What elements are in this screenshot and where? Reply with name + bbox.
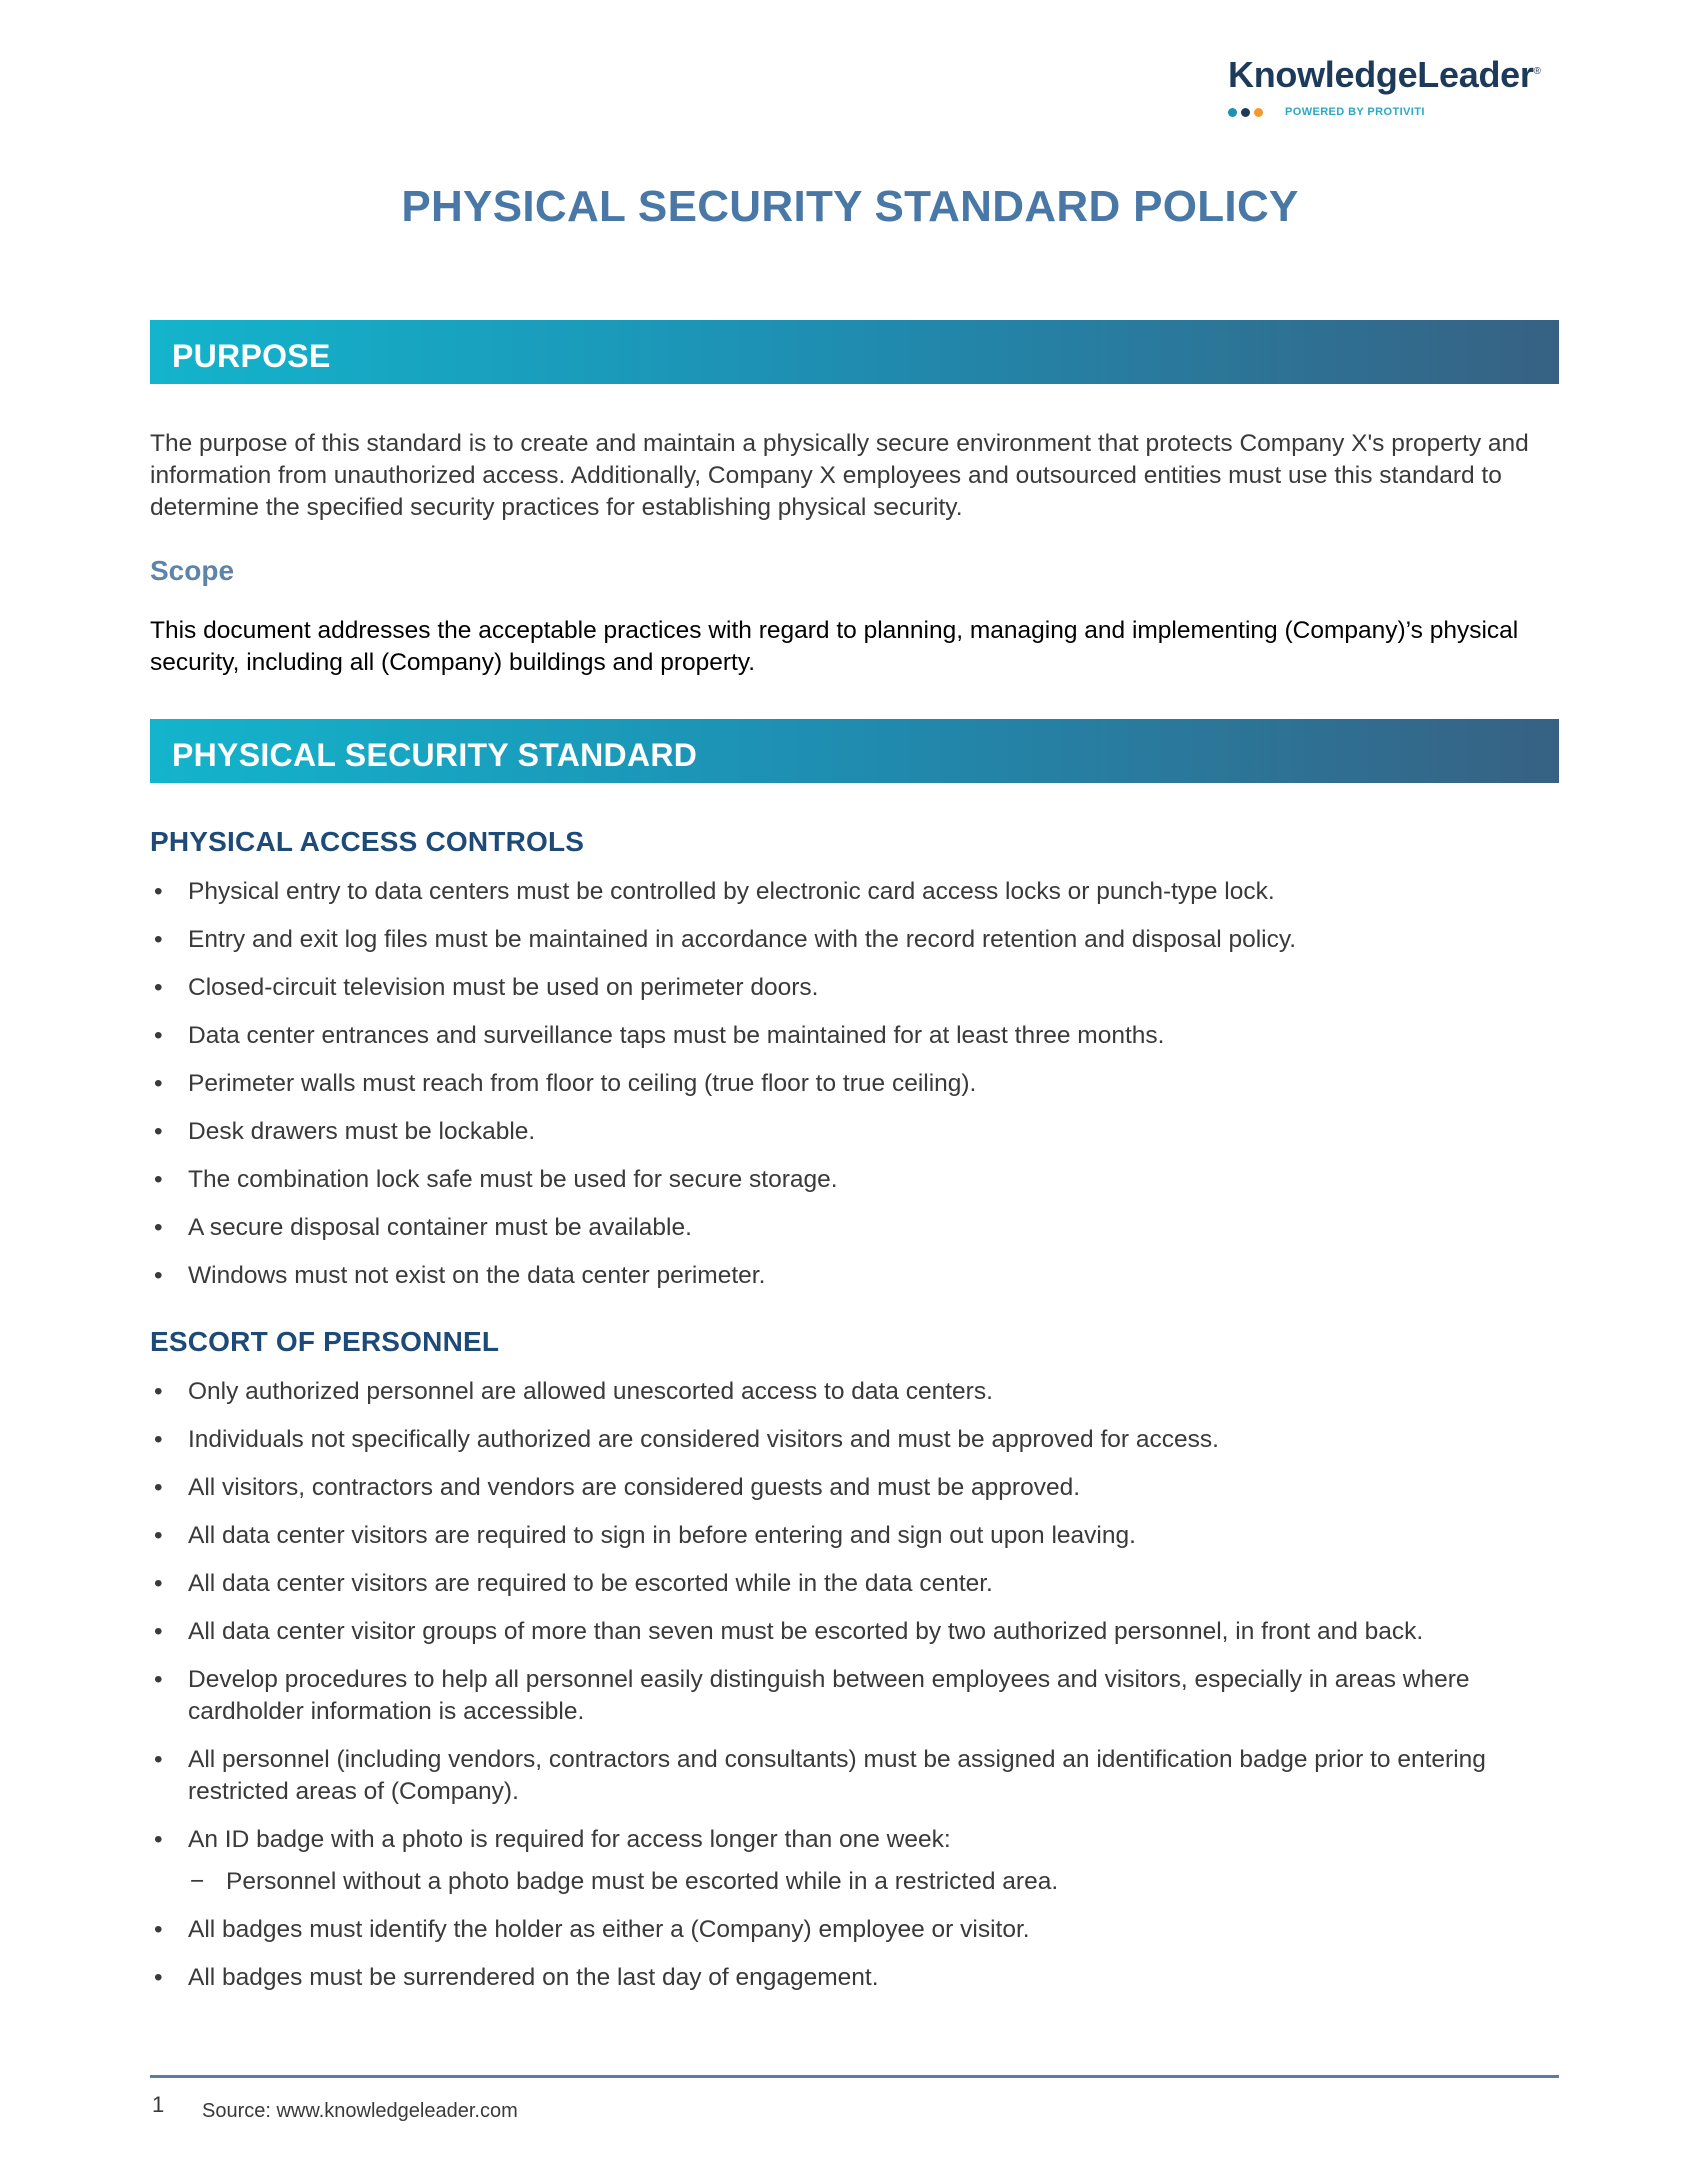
page-number: 1 <box>152 2092 165 2117</box>
bullet-marker: • <box>154 878 163 905</box>
bullet-marker: • <box>154 1964 163 1991</box>
bullet-marker: • <box>154 1378 163 1405</box>
bullet-marker: • <box>154 1070 163 1097</box>
list-item: • Entry and exit log files must be maintained in accordance with the record retention and disposal policy. <box>150 924 1550 956</box>
bullet-marker: • <box>154 1474 163 1501</box>
purpose-heading: PURPOSE <box>172 338 331 374</box>
bullet-marker: • <box>154 1426 163 1453</box>
list-item: • Individuals not specifically authorized are considered visitors and must be approved for access. <box>150 1424 1550 1456</box>
list-item: • All badges must identify the holder as either a (Company) employee or visitor. <box>150 1914 1550 1946</box>
list-item: • Physical entry to data centers must be controlled by electronic card access locks or punch-type lock. <box>150 876 1550 908</box>
scope-paragraph: This document addresses the acceptable practices with regard to planning, managing and implementing (Company)’s physical security, including all (Company) buildings and property. <box>150 617 1519 676</box>
bullet-marker: • <box>154 1022 163 1049</box>
access-controls-heading: PHYSICAL ACCESS CONTROLS <box>150 826 585 857</box>
bullet-marker: • <box>154 1618 163 1645</box>
source-line: Source: www.knowledgeleader.com <box>202 2100 518 2122</box>
list-item: • All data center visitors are required to be escorted while in the data center. <box>150 1568 1550 1600</box>
list-item: • Develop procedures to help all personnel easily distinguish between employees and visitors, especially in areas where cardholder information is accessible. <box>154 1666 1470 1725</box>
bullet-marker: • <box>154 1916 163 1943</box>
list-item: • All data center visitor groups of more than seven must be escorted by two authorized personnel, in front and back. <box>150 1616 1550 1648</box>
list-item: • The combination lock safe must be used for secure storage. <box>150 1164 1550 1196</box>
list-item: • All data center visitors are required to sign in before entering and sign out upon leaving. <box>150 1520 1550 1552</box>
bullet-marker: • <box>154 1826 163 1853</box>
standard-heading: PHYSICAL SECURITY STANDARD <box>172 737 698 773</box>
dash-marker: − <box>190 1868 205 1895</box>
logo-dot-icon <box>1254 108 1263 117</box>
knowledgeleader-logo <box>1228 54 1558 118</box>
list-item: • Only authorized personnel are allowed unescorted access to data centers. <box>150 1376 1550 1408</box>
list-item: • All personnel (including vendors, contractors and consultants) must be assigned an identification badge prior to entering restricted areas of (Company). <box>154 1746 1486 1805</box>
logo-dot-icon <box>1241 108 1250 117</box>
list-item: • Perimeter walls must reach from floor to ceiling (true floor to true ceiling). <box>150 1068 1550 1100</box>
logo-tagline: POWERED BY PROTIVITI <box>1285 106 1425 118</box>
list-item: • Windows must not exist on the data center perimeter. <box>150 1260 1550 1292</box>
bullet-marker: • <box>154 1166 163 1193</box>
scope-heading: Scope <box>150 555 235 586</box>
bullet-marker: • <box>154 1262 163 1289</box>
bullet-marker: • <box>154 1746 163 1773</box>
purpose-paragraph: The purpose of this standard is to create and maintain a physically secure environment that protects Company X's property and information from unauthorized access. Additionally, Company X employees and outsourced entities must use this standard to determine the specified security practices for establishing physical security. <box>150 430 1529 521</box>
purpose-section-bar <box>150 320 1559 384</box>
bullet-marker: • <box>154 1214 163 1241</box>
logo-wordmark: KnowledgeLeader <box>1228 54 1534 95</box>
list-sub-item: − Personnel without a photo badge must be escorted while in a restricted area. <box>150 1866 1550 1898</box>
footer-divider <box>150 2075 1559 2078</box>
list-item: • Closed-circuit television must be used on perimeter doors. <box>150 972 1550 1004</box>
list-item: • A secure disposal container must be available. <box>150 1212 1550 1244</box>
bullet-marker: • <box>154 926 163 953</box>
list-item: • All visitors, contractors and vendors are considered guests and must be approved. <box>150 1472 1550 1504</box>
document-title: PHYSICAL SECURITY STANDARD POLICY <box>401 182 1299 231</box>
registered-mark: ® <box>1533 66 1541 77</box>
list-item: • An ID badge with a photo is required for access longer than one week: <box>150 1824 1550 1856</box>
bullet-marker: • <box>154 1522 163 1549</box>
bullet-marker: • <box>154 974 163 1001</box>
escort-list <box>150 1376 1550 2010</box>
list-item: • Desk drawers must be lockable. <box>150 1116 1550 1148</box>
list-item: • Data center entrances and surveillance taps must be maintained for at least three months. <box>150 1020 1550 1052</box>
bullet-marker: • <box>154 1118 163 1145</box>
escort-heading: ESCORT OF PERSONNEL <box>150 1326 500 1357</box>
list-item: • All badges must be surrendered on the last day of engagement. <box>150 1962 1550 1994</box>
logo-dot-icon <box>1228 108 1237 117</box>
bullet-marker: • <box>154 1570 163 1597</box>
standard-section-bar <box>150 719 1559 783</box>
access-controls-list <box>150 876 1550 1308</box>
bullet-marker: • <box>154 1666 163 1693</box>
